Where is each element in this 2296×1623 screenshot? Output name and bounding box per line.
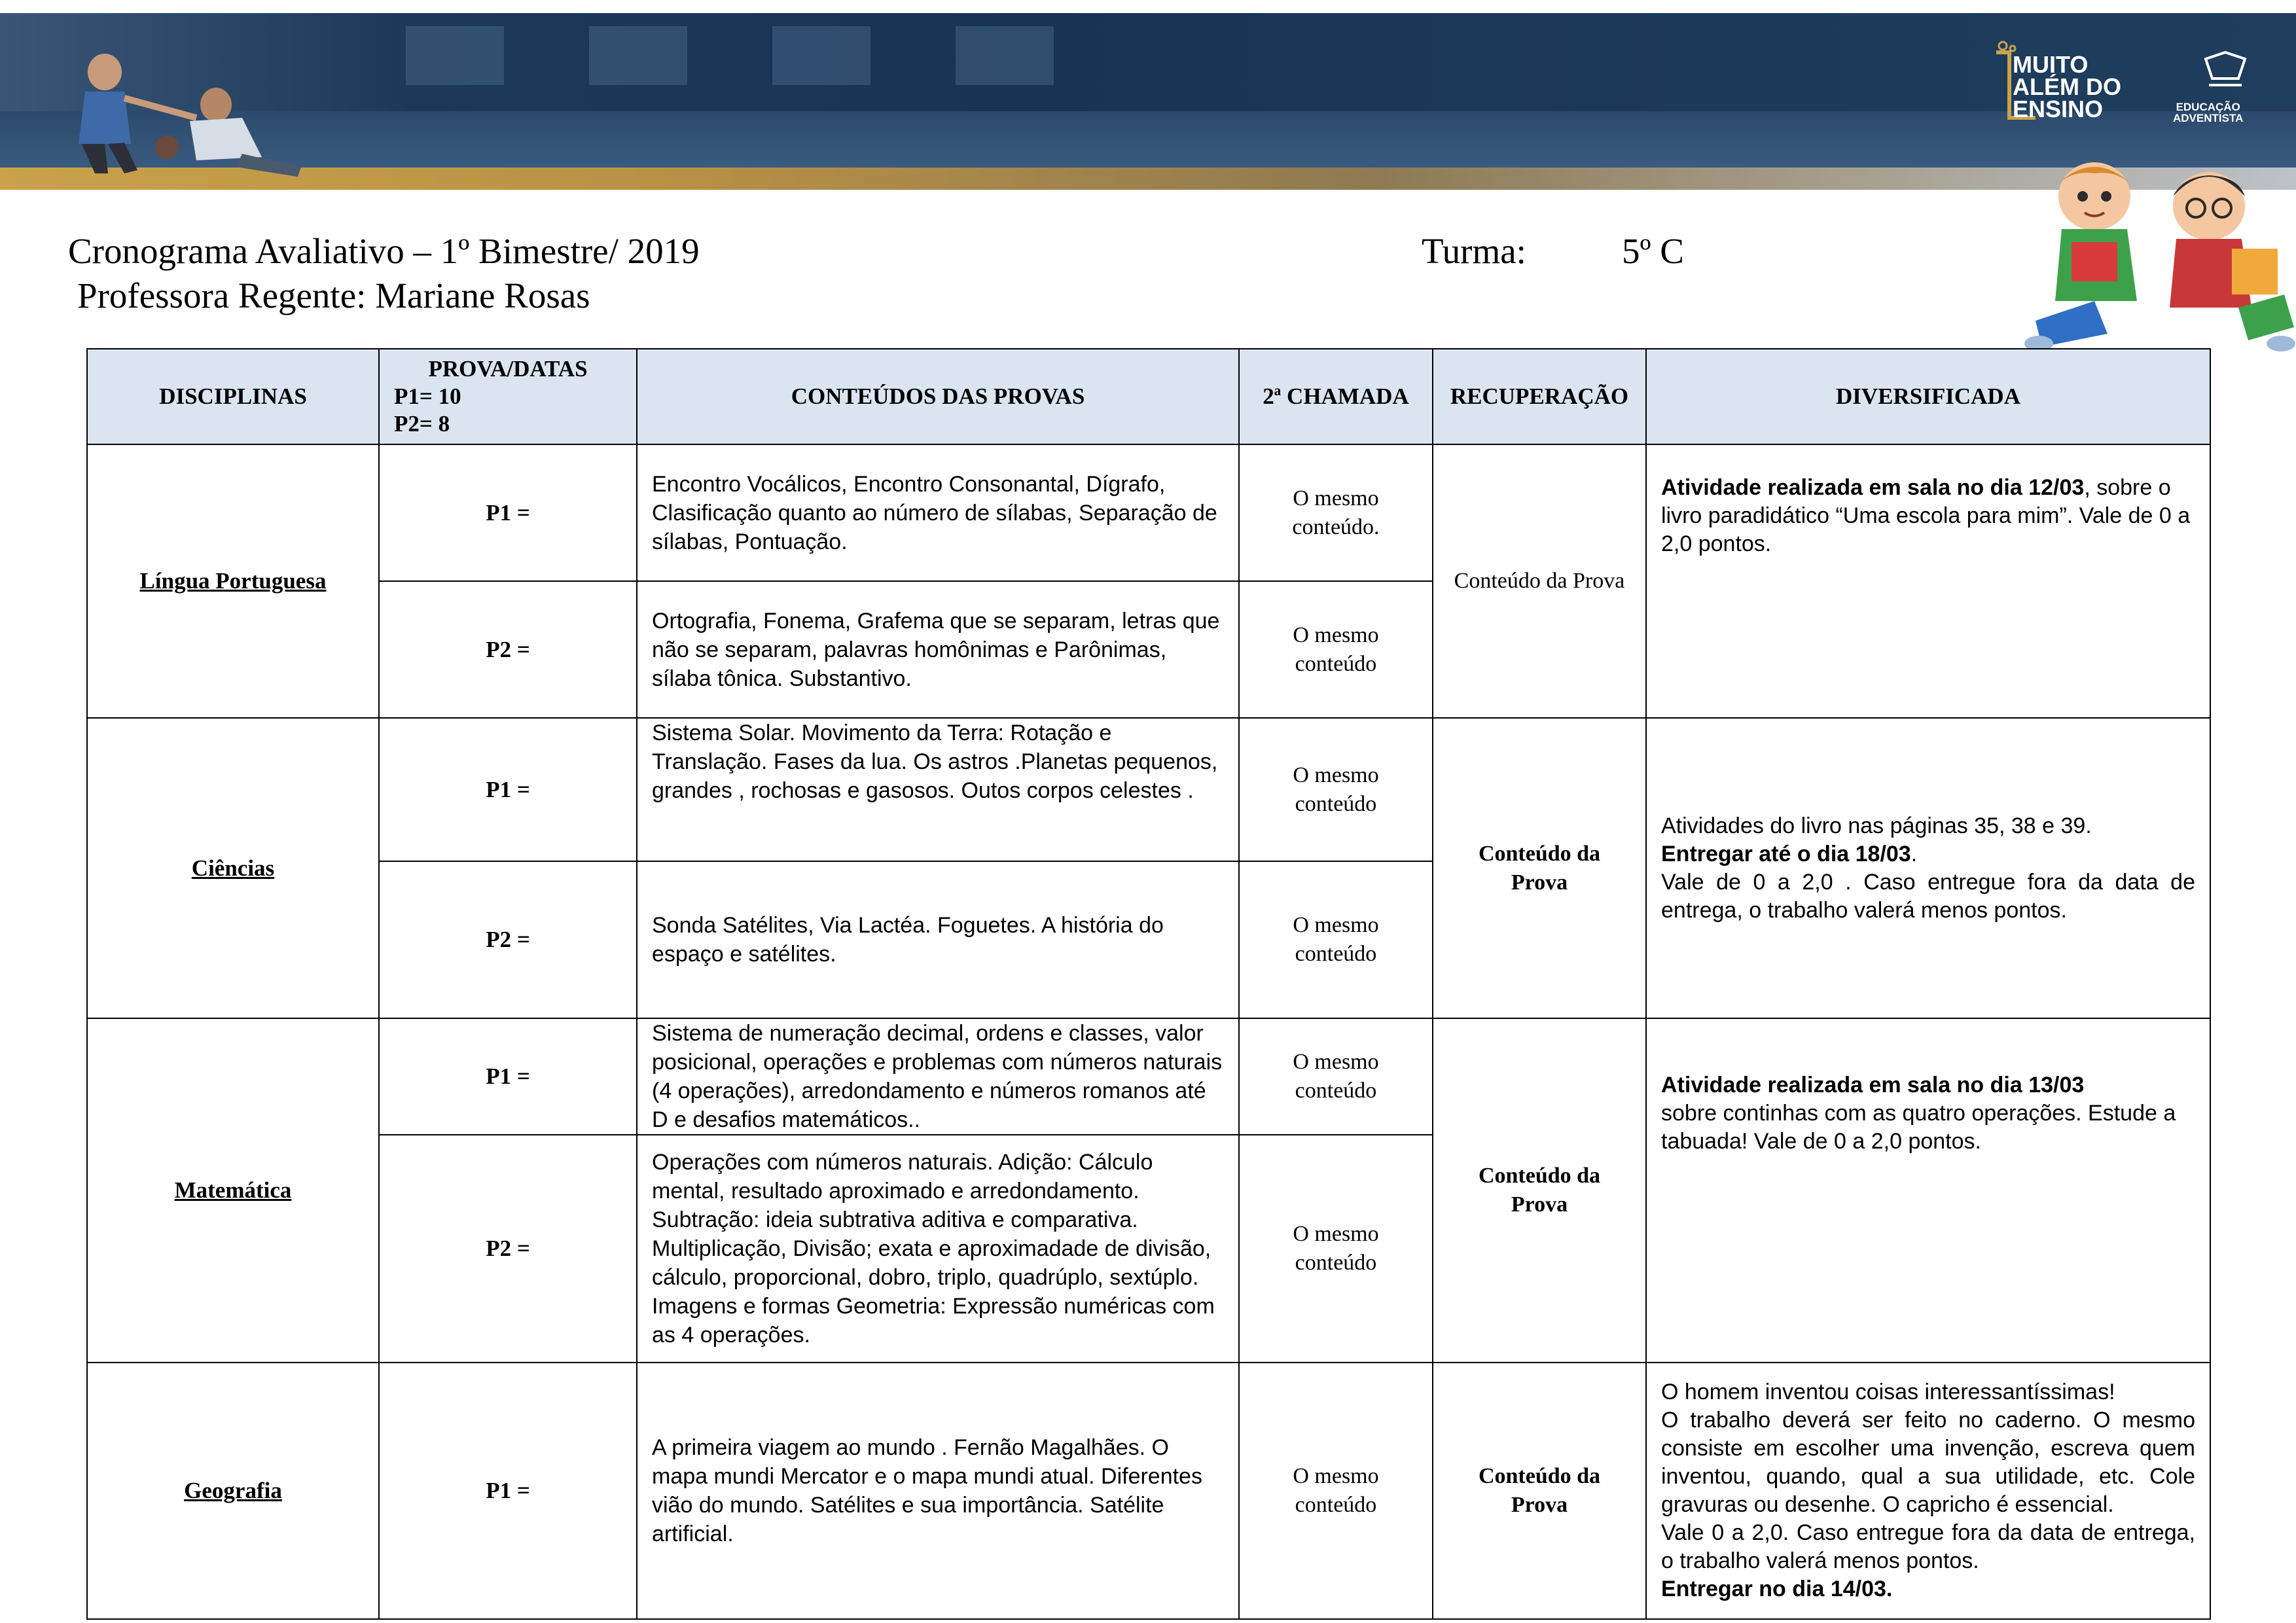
diversified-text: , sobre o livro paradidático “Uma escola para mim”. Vale de 0 a 2,0 pontos.: [1661, 475, 2191, 556]
logo-line: ALÉM DO: [2013, 73, 2121, 100]
teacher-name: Professora Regente: Mariane Rosas: [77, 276, 590, 315]
p1-label: P1 =: [379, 1363, 637, 1619]
p2-label: P2 =: [379, 581, 637, 718]
p2-second-call: O mesmo conteúdo: [1239, 581, 1433, 718]
p1-second-call: O mesmo conteúdo: [1239, 1363, 1433, 1619]
subject-cell: [87, 1363, 379, 1619]
evaluation-schedule-table: [86, 348, 2211, 1620]
gym-floor: [0, 111, 2296, 170]
diversified-highlight: Entregar até o dia 18/03: [1661, 841, 1911, 866]
logo-line: ENSINO: [2013, 96, 2104, 122]
subject-cell: [87, 444, 379, 718]
diversified-highlight: Atividade realizada em sala no dia 13/03: [1661, 1073, 2085, 1097]
recovery-cell: Conteúdo da Prova: [1433, 1018, 1646, 1363]
table-row: [87, 444, 2210, 581]
recovery-cell: Conteúdo da Prova: [1433, 718, 1646, 1018]
diversified-text: Vale 0 a 2,0. Caso entregue fora da data de entrega, o trabalho valerá menos pontos.: [1661, 1520, 2195, 1573]
col-recuperacao: RECUPERAÇÃO: [1433, 349, 1646, 444]
prova-datas-label: PROVA/DATAS: [428, 356, 588, 382]
diversified-highlight: Atividade realizada em sala no dia 12/03: [1661, 475, 2085, 500]
p1-content: Encontro Vocálicos, Encontro Consonantal, Dígrafo, Clasificação quanto ao número de sílabas, Separação de sílabas, Pontuação.: [637, 444, 1239, 581]
kids-reading-illustration: [2022, 157, 2296, 353]
p1-content: A primeira viagem ao mundo . Fernão Magalhães. O mapa mundi Mercator e o mapa mundi atual. Diferentes vião do mundo. Satélites e sua importância. Satélite artificial.: [637, 1363, 1239, 1619]
logo-line: MUITO: [2013, 51, 2089, 78]
gym-window: [406, 26, 504, 85]
diversified-highlight: Entregar no dia 14/03.: [1661, 1577, 1893, 1601]
p2-label: P2 =: [379, 1135, 637, 1363]
diversified-cell: [1646, 718, 2210, 1018]
p1-weight: P1= 10: [394, 383, 461, 409]
table-header-row: [87, 349, 2210, 444]
subject-cell: [87, 1018, 379, 1363]
p1-content: Sistema de numeração decimal, ordens e classes, valor posicional, operações e problemas com números naturais (4 operações), arredondamento e números romanos até D e desafios matemáticos..: [637, 1018, 1239, 1135]
col-disciplinas: DISCIPLINAS: [87, 349, 379, 444]
subject-name: Língua Portuguesa: [139, 568, 327, 594]
logo-text: [2013, 51, 2121, 122]
p1-second-call: O mesmo conteúdo.: [1239, 444, 1433, 581]
recovery-cell: Conteúdo da Prova: [1433, 1363, 1646, 1619]
turma-label: Turma:: [1422, 231, 1526, 271]
recovery-cell: Conteúdo da Prova: [1433, 444, 1646, 718]
gym-window: [589, 26, 687, 85]
subject-name: Ciências: [191, 855, 275, 881]
diversified-text: Atividades do livro nas páginas 35, 38 e 39.: [1661, 813, 2092, 838]
subject-cell: [87, 718, 379, 1018]
col-prova-datas: [379, 349, 637, 444]
table-row: [87, 1018, 2210, 1135]
page-title: Cronograma Avaliativo – 1º Bimestre/ 2019: [68, 231, 700, 271]
diversified-cell: [1646, 1363, 2210, 1619]
logo-line: EDUCAÇÃO: [2176, 101, 2240, 113]
p2-content: Operações com números naturais. Adição: Cálculo mental, resultado aproximado e arredondamento. Subtração: ideia subtrativa aditiva e comparativa. Multiplicação, Divisão; exata e aproximadade de divisão, cálculo, proporcional, dobro, triplo, quadrúplo, sextúplo. Imagens e formas Geometria: Expressão numéricas com as 4 operações.: [637, 1135, 1239, 1363]
subject-name: Geografia: [184, 1478, 282, 1503]
p1-label: P1 =: [379, 718, 637, 861]
students-photo: [26, 33, 314, 177]
p2-second-call: O mesmo conteúdo: [1239, 1135, 1433, 1363]
p2-content: Sonda Satélites, Via Lactéa. Foguetes. A história do espaço e satélites.: [637, 861, 1239, 1018]
p1-content: Sistema Solar. Movimento da Terra: Rotação e Translação. Fases da lua. Os astros .Planetas pequenos, grandes , rochosas e gasosos. Outos corpos celestes .: [637, 718, 1239, 861]
gym-window: [772, 26, 870, 85]
table-row: [87, 718, 2210, 861]
turma-value: 5º C: [1622, 231, 1684, 271]
p2-weight: P2= 8: [394, 411, 450, 437]
header-banner: [0, 13, 2296, 190]
diversified-text: sobre continhas com as quatro operações. Estude a tabuada! Vale de 0 a 2,0 pontos.: [1661, 1101, 2176, 1154]
diversified-text: .: [1910, 841, 1918, 866]
col-conteudos: CONTEÚDOS DAS PROVAS: [637, 349, 1239, 444]
educacao-adventista-logo: [2173, 101, 2243, 124]
p2-label: P2 =: [379, 861, 637, 1018]
diversified-text: O trabalho deverá ser feito no caderno. O mesmo consiste em escolher uma invenção, escreva quem inventou, quando, qual a sua utilidade, etc. Cole gravuras ou desenhe. O capricho é essencial.: [1661, 1408, 2195, 1517]
logo-line: ADVENTISTA: [2173, 112, 2244, 124]
p1-second-call: O mesmo conteúdo: [1239, 718, 1433, 861]
p1-label: P1 =: [379, 1018, 637, 1135]
col-diversificada: DIVERSIFICADA: [1646, 349, 2210, 444]
gym-window: [956, 26, 1054, 85]
subject-name: Matemática: [174, 1177, 292, 1203]
col-segunda-chamada: 2ª CHAMADA: [1239, 349, 1433, 444]
p2-content: Ortografia, Fonema, Grafema que se separam, letras que não se separam, palavras homônimas e Parônimas, sílaba tônica. Substantivo.: [637, 581, 1239, 718]
diversified-text: O homem inventou coisas interessantíssimas!: [1661, 1380, 2115, 1404]
diversified-cell: [1646, 1018, 2210, 1363]
diversified-text: Vale de 0 a 2,0 . Caso entregue fora da data de entrega, o trabalho valerá menos pontos.: [1661, 869, 2195, 923]
p1-second-call: O mesmo conteúdo: [1239, 1018, 1433, 1135]
diversified-cell: [1646, 444, 2210, 718]
table-row: [87, 1363, 2210, 1619]
banner-stripe: [0, 168, 2296, 190]
p2-second-call: O mesmo conteúdo: [1239, 861, 1433, 1018]
p1-label: P1 =: [379, 444, 637, 581]
